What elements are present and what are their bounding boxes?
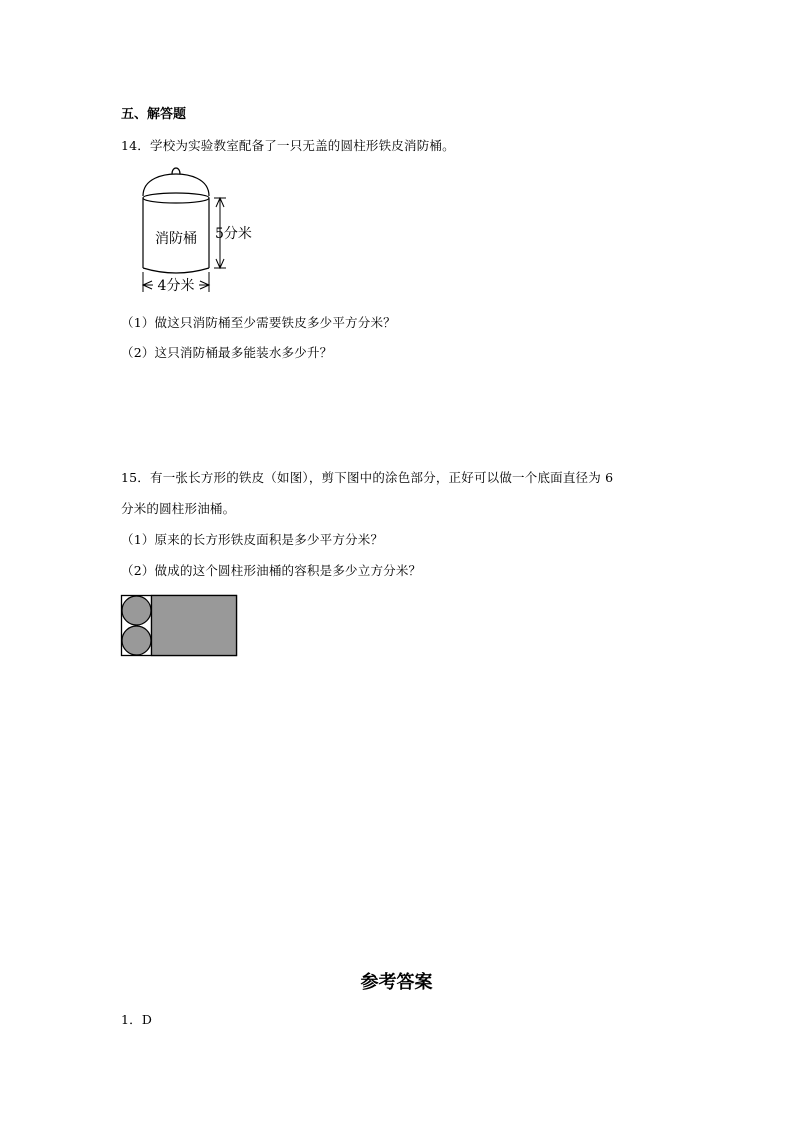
answer-item: 1．D <box>121 1012 153 1027</box>
question-14-sub2: （2）这只消防桶最多能装水多少升？ <box>121 345 333 360</box>
question-15-sub1: （1）原来的长方形铁皮面积是多少平方分米？ <box>121 532 384 547</box>
height-label: 5分米 <box>215 226 252 242</box>
bucket-label: 消防桶 <box>155 231 197 247</box>
bucket-top-ellipse <box>143 193 209 203</box>
diameter-label: 4分米 <box>157 278 195 294</box>
bucket-bottom-arc <box>143 268 209 273</box>
answers-title: 参考答案 <box>360 972 433 993</box>
question-15-sub2: （2）做成的这个圆柱形油桶的容积是多少立方分米？ <box>121 563 422 578</box>
bucket-handle-knob <box>172 168 180 174</box>
question-15-stem-line2: 分米的圆柱形油桶。 <box>121 501 236 516</box>
question-15-stem-line1: 15．有一张长方形的铁皮（如图），剪下图中的涂色部分，正好可以做一个底面直径为 6 <box>121 470 614 485</box>
section-title: 五、解答题 <box>121 107 187 122</box>
sheet-figure <box>120 594 240 658</box>
shaded-side-rectangle <box>152 596 237 656</box>
question-14-sub1: （1）做这只消防桶至少需要铁皮多少平方分米？ <box>121 315 396 330</box>
shaded-circle-bottom <box>122 626 151 655</box>
shaded-circle-top <box>122 596 151 625</box>
question-14-stem: 14．学校为实验教室配备了一只无盖的圆柱形铁皮消防桶。 <box>121 138 455 153</box>
bucket-figure <box>136 160 266 295</box>
